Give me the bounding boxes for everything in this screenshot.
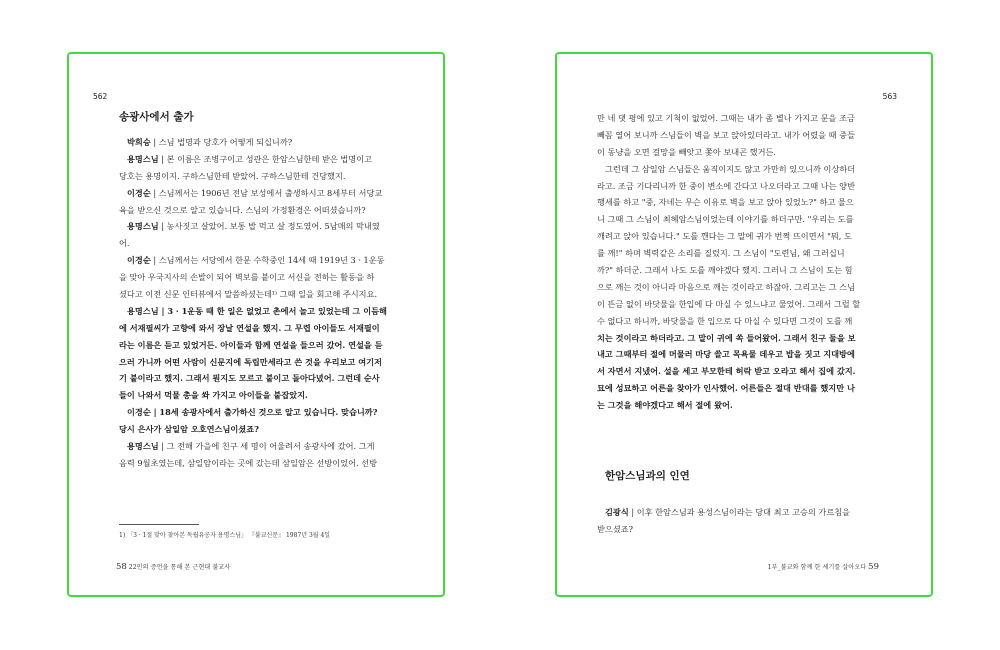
- line-text: | 3 · 1운동 때 한 일은 없었고 촌에서 놀고 있었는데 그 이듬해: [158, 305, 387, 316]
- line-text: 수 없다고 하니까, 바닷물을 한 입으로 다 마실 수 있다면 그것이 도를 깨: [597, 315, 853, 326]
- text-line: [597, 144, 923, 161]
- text-line: [597, 279, 923, 296]
- line-text: 어.: [119, 238, 130, 249]
- line-text: | 스님께서는 서당에서 한문 수학중인 14세 때 1919년 3 · 1운동: [150, 255, 385, 266]
- line-text: | 스님께서는 1906년 전남 보성에서 출생하시고 8세부터 서당교: [150, 187, 383, 198]
- text-line: [597, 127, 923, 144]
- line-text: | 스님 법명과 당호가 어떻게 되십니까?: [150, 137, 293, 147]
- footer-page-number: 59: [868, 562, 879, 572]
- line-text: | 18세 송광사에서 출가하신 것으로 알고 있습니다. 맞습니까?: [150, 407, 378, 418]
- line-text: 당시 은사가 삼일암 오호연스님이셨죠?: [119, 424, 259, 435]
- text-line: [597, 346, 923, 363]
- line-text: 육을 받으신 것으로 알고 있습니다. 스님의 가정환경은 어떠셨습니까?: [119, 204, 366, 215]
- line-text: 행세를 하고 "중, 자네는 무슨 이유로 벽을 보고 앉아 있었노?" 하고 물으: [597, 197, 854, 208]
- text-line: [597, 194, 923, 211]
- line-text: 만 네 댓 평에 있고 기척이 없었어. 그때는 내가 좀 별나 가지고 문을 조금: [597, 113, 855, 123]
- text-line: [119, 235, 437, 252]
- page-body: [119, 134, 437, 472]
- text-line: [119, 404, 437, 421]
- speaker-name: 용명스님: [127, 441, 159, 452]
- speaker-name: 박희승: [127, 137, 151, 147]
- line-text: 치는 것이라고 하더라고. 그 말이 귀에 쏙 들어왔어. 그래서 친구 둘을 보: [597, 332, 856, 343]
- right-page: [555, 52, 933, 597]
- text-line: [119, 354, 437, 371]
- section-title: 송광사에서 출가: [119, 111, 194, 123]
- left-page: [67, 52, 445, 597]
- text-line: [597, 380, 923, 397]
- speaker-name: 용명스님: [127, 305, 159, 316]
- text-line: [119, 151, 437, 168]
- speaker-name: 김광식: [605, 507, 629, 517]
- text-line: [119, 370, 437, 387]
- text-line: [597, 211, 923, 228]
- footer-part-title: 1부_불교와 함께 한 세기를 살아오다: [767, 564, 867, 571]
- text-line: [597, 228, 923, 245]
- line-text: 그런데 그 삼일암 스님들은 움직이지도 않고 가만히 있으니까 이상하더: [605, 163, 856, 174]
- line-text: 내고 그때부터 절에 머물러 마당 쓸고 목욕물 데우고 밥을 짓고 지대방에: [597, 349, 855, 360]
- line-text: | 그 전해 가을에 친구 세 명이 어울려서 송광사에 갔어. 그게: [158, 441, 375, 452]
- text-line: [119, 303, 437, 320]
- line-text: | 이후 한암스님과 용성스님이라는 당대 최고 고승의 가르침을: [628, 507, 851, 517]
- text-line: [119, 387, 437, 404]
- line-text: 라고. 조금 기다리니까 한 중이 변소에 간다고 나오더라고 그때 나는 양반: [597, 180, 855, 191]
- text-line: [597, 245, 923, 262]
- page-footer: [768, 562, 879, 572]
- line-text: 빼꼼 열어 보니까 스님들이 벽을 보고 앉아있더라고. 내가 어렸을 때 중들: [597, 129, 855, 140]
- text-line: [597, 504, 923, 521]
- text-line: [597, 161, 923, 178]
- line-text: 받으셨죠?: [597, 523, 634, 534]
- line-text: 까?" 하더군. 그래서 나도 도를 깨야겠다 했지. 그러니 그 스님이 도는 힘: [597, 265, 853, 276]
- line-text: 를 깨!" 하며 벽력같은 소리를 질렀지. 그 스님이 "도련님, 왜 그러십니: [597, 248, 845, 259]
- text-line: [597, 521, 923, 538]
- footer-book-title: 22인의 증언을 통해 본 근현대 불교사: [128, 564, 231, 571]
- text-line: [119, 218, 437, 235]
- line-text: 당호는 용명이지. 구하스님한테 받았어. 구하스님한테 건당했지.: [119, 170, 346, 181]
- page-footer: [116, 562, 230, 572]
- text-line: [597, 330, 923, 347]
- page-number: 562: [93, 92, 108, 101]
- text-line: [119, 185, 437, 202]
- line-text: | 본 이름은 조병구이고 성관은 한암스님한테 받은 법명이고: [158, 153, 373, 164]
- line-text: 들이 나와서 먹물 총을 쏴 가지고 아이들을 붙잡았지.: [119, 390, 308, 401]
- line-text: | 농사짓고 살았어. 보통 밥 먹고 살 정도였어. 5남매의 막내였: [158, 221, 380, 232]
- text-line: [119, 438, 437, 455]
- footnote-divider: [119, 524, 199, 525]
- line-text: 이 뜬금 없이 바닷물을 한입에 다 마실 수 있느냐고 물었어. 그래서 그럴 할: [597, 298, 861, 309]
- line-text: 니 그때 그 스님이 최혜암스님이었는데 이야기를 하더구만. "우리는 도를: [597, 214, 854, 225]
- line-text: 이 동냥을 오면 걸망을 빼앗고 쫓아 보내곤 했거든.: [597, 146, 777, 157]
- text-line: [597, 262, 923, 279]
- line-text: 묘에 성묘하고 어른을 찾아가 인사했어. 어른들은 절대 반대를 했지만 나: [597, 383, 855, 394]
- line-text: 기 붙이라고 했지. 그래서 뭔지도 모르고 붙이고 돌아다녔어. 그런데 순사: [119, 373, 380, 384]
- section-title: 한암스님과의 인연: [605, 470, 690, 482]
- text-line: [597, 363, 923, 380]
- line-text: 는 그것을 해야겠다고 해서 절에 왔어.: [597, 400, 733, 411]
- text-line: [119, 202, 437, 219]
- speaker-name: 이경순: [127, 407, 151, 418]
- speaker-name: 용명스님: [127, 153, 159, 164]
- text-line: [119, 455, 437, 472]
- line-text: 라는 이름은 듣고 있었거든. 아이들과 함께 연설을 들으러 갔어. 연설을 듣: [119, 339, 383, 350]
- text-line: [597, 296, 923, 313]
- line-text: 을 맞아 우국지사의 손발이 되어 벽보를 붙이고 서신을 전하는 활동을 하: [119, 272, 375, 283]
- text-line: [119, 269, 437, 286]
- line-text: 서 자면서 지냈어. 설을 세고 부모한테 허락 받고 오라고 해서 집에 갔지.: [597, 366, 856, 377]
- text-line: [119, 134, 437, 151]
- page-body-continued: [597, 504, 923, 538]
- speaker-name: 용명스님: [127, 221, 159, 232]
- speaker-name: 이경순: [127, 187, 151, 198]
- page-body: [597, 110, 923, 414]
- text-line: [119, 168, 437, 185]
- page-number: 563: [882, 92, 897, 101]
- text-line: [119, 252, 437, 269]
- line-text: 깨려고 앉아 있습니다." 도를 깬다는 그 말에 귀가 번쩍 뜨이면서 "뭐, 도: [597, 231, 852, 242]
- line-text: 셨다고 이전 신문 인터뷰에서 말씀하셨는데¹⁾ 그때 일을 회고해 주시지요.: [119, 289, 378, 300]
- text-line: [119, 421, 437, 438]
- line-text: 음력 9월초였는데, 삼일암이라는 곳에 갔는데 삼일암은 선방이었어. 선방: [119, 457, 377, 468]
- text-line: [119, 337, 437, 354]
- line-text: 으러 가니까 어떤 사람이 신문지에 독립만세라고 쓴 것을 우리보고 여기저: [119, 356, 382, 367]
- footer-page-number: 58: [116, 562, 127, 572]
- speaker-name: 이경순: [127, 255, 151, 266]
- line-text: 에 서재필씨가 고향에 와서 장날 연설을 했지. 그 무렵 아이들도 서재필이: [119, 322, 380, 333]
- text-line: [597, 110, 923, 127]
- text-line: [119, 320, 437, 337]
- text-line: [597, 178, 923, 195]
- footnote: 1) 「3 · 1절 맞아 찾아본 독립유공자 용명스님」 『불교신문』 1987년 3월 4일: [119, 532, 331, 539]
- line-text: 으로 깨는 것이 아니라 마음으로 깨는 것이라고 하잖아. 그리고는 그 스님: [597, 281, 855, 292]
- text-line: [597, 397, 923, 414]
- text-line: [119, 286, 437, 303]
- text-line: [597, 313, 923, 330]
